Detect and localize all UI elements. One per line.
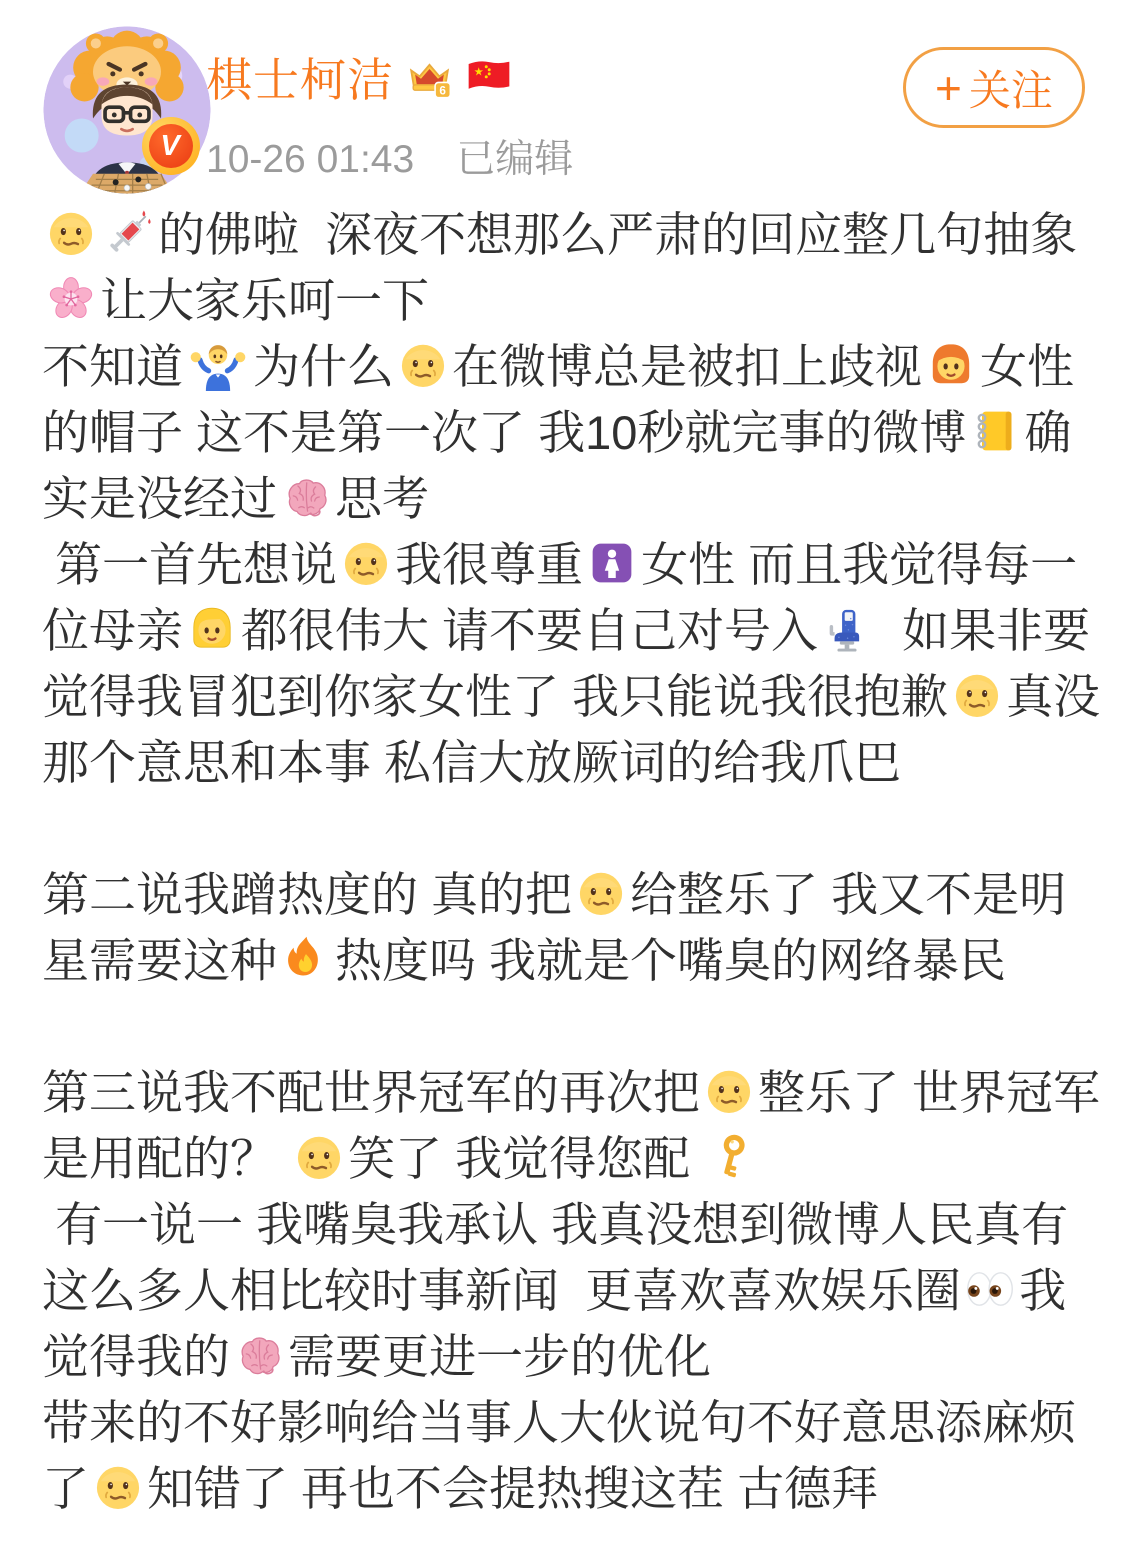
text-run: 不知道 bbox=[42, 340, 183, 393]
womens-symbol-emoji bbox=[586, 537, 638, 589]
post-paragraph bbox=[42, 1060, 1110, 1192]
text-run: 思考 bbox=[335, 472, 429, 525]
text-run: 第三说我不配世界冠军的再次把 bbox=[42, 1066, 700, 1119]
plus-icon: + bbox=[935, 61, 962, 114]
timestamp: 10-26 01:43 bbox=[206, 138, 415, 181]
brain-emoji bbox=[280, 471, 332, 523]
vip-crown-badge-icon bbox=[406, 56, 453, 99]
old-man-emoji bbox=[575, 867, 627, 919]
text-run: 女性 而且我觉得每一位母亲 bbox=[42, 538, 1078, 657]
post-paragraph bbox=[42, 334, 1110, 532]
edited-label: 已编辑 bbox=[456, 138, 574, 181]
text-run: 如果非要觉得我冒犯到你家女性了 我只能说我很抱歉 bbox=[42, 604, 1091, 723]
text-run: 带来的不好影响给当事人大伙说句不好意思添麻烦了 bbox=[42, 1396, 1076, 1515]
text-run: 确实是没经过 bbox=[42, 406, 1072, 525]
post-meta bbox=[206, 128, 573, 184]
blonde-woman-emoji bbox=[186, 603, 238, 655]
syringe-emoji bbox=[103, 207, 155, 259]
key-emoji bbox=[706, 1131, 756, 1183]
text-run: 第一首先想说 bbox=[42, 538, 338, 591]
verified-letter: V bbox=[160, 129, 180, 162]
brain-emoji bbox=[233, 1329, 285, 1381]
old-man-emoji bbox=[293, 1131, 345, 1183]
text-run: 笑了 我觉得您配 bbox=[348, 1132, 704, 1185]
post-paragraph bbox=[42, 1390, 1110, 1522]
notebook-emoji bbox=[969, 405, 1021, 457]
fire-emoji bbox=[280, 933, 332, 985]
text-run: 我很尊重 bbox=[395, 538, 584, 591]
text-run: 让大家乐呵一下 bbox=[100, 274, 429, 327]
woman-emoji bbox=[925, 339, 977, 391]
author-name-row bbox=[206, 44, 573, 110]
verified-badge-inner bbox=[149, 124, 193, 168]
text-run: 真没那个意思和本事 私信大放厥词的给我爪巴 bbox=[42, 670, 1101, 789]
post-paragraph bbox=[42, 1192, 1110, 1390]
post-content bbox=[0, 198, 1124, 1552]
old-man-emoji bbox=[340, 537, 392, 589]
eyes-emoji bbox=[964, 1263, 1016, 1315]
old-man-emoji bbox=[45, 207, 97, 259]
text-run: 我觉得我的 bbox=[42, 1264, 1067, 1383]
old-man-emoji bbox=[397, 339, 449, 391]
text-run: 给整乐了 我又不是明星需要这种 bbox=[42, 868, 1067, 987]
text-run: 需要更进一步的优化 bbox=[288, 1330, 711, 1383]
author-block bbox=[206, 44, 573, 184]
text-run: 热度吗 我就是个嘴臭的网络暴民 bbox=[335, 934, 1007, 987]
post-paragraph bbox=[42, 862, 1110, 994]
old-man-emoji bbox=[92, 1461, 144, 1513]
text-run: 在微博总是被扣上歧视 bbox=[452, 340, 922, 393]
post-paragraph bbox=[42, 532, 1110, 796]
post-header bbox=[0, 0, 1124, 198]
text-run: 为什么 bbox=[253, 340, 394, 393]
text-run: 有一说一 我嘴臭我承认 我真没想到微博人民真有这么多人相比较时事新闻 更喜欢喜欢娱乐圈 bbox=[42, 1198, 1069, 1317]
text-run: 知错了 再也不会提热搜这茬 古德拜 bbox=[147, 1462, 879, 1515]
post-paragraph bbox=[42, 202, 1110, 334]
text-run: 女性的帽子 这不是第一次了 我10秒就完事的微博 bbox=[42, 340, 1074, 459]
man-shrugging-emoji bbox=[186, 339, 250, 391]
vip-level: 6 bbox=[439, 83, 446, 97]
old-man-emoji bbox=[951, 669, 1003, 721]
text-run: 都很伟大 请不要自己对号入 bbox=[241, 604, 819, 657]
follow-button[interactable] bbox=[903, 47, 1085, 128]
china-flag-emoji bbox=[465, 59, 513, 96]
avatar[interactable] bbox=[42, 25, 212, 195]
seat-emoji bbox=[821, 603, 873, 655]
cherry-blossom-emoji bbox=[45, 273, 97, 325]
follow-label: 关注 bbox=[968, 66, 1053, 114]
verified-badge bbox=[142, 117, 200, 175]
old-man-emoji bbox=[703, 1065, 755, 1117]
text-run: 整乐了 世界冠军是用配的？ bbox=[42, 1066, 1101, 1185]
text-run: 第二说我蹭热度的 真的把 bbox=[42, 868, 573, 921]
author-name[interactable]: 棋士柯洁 bbox=[206, 54, 394, 106]
text-run: 的佛啦 深夜不想那么严肃的回应整几句抽象 bbox=[158, 208, 1078, 261]
